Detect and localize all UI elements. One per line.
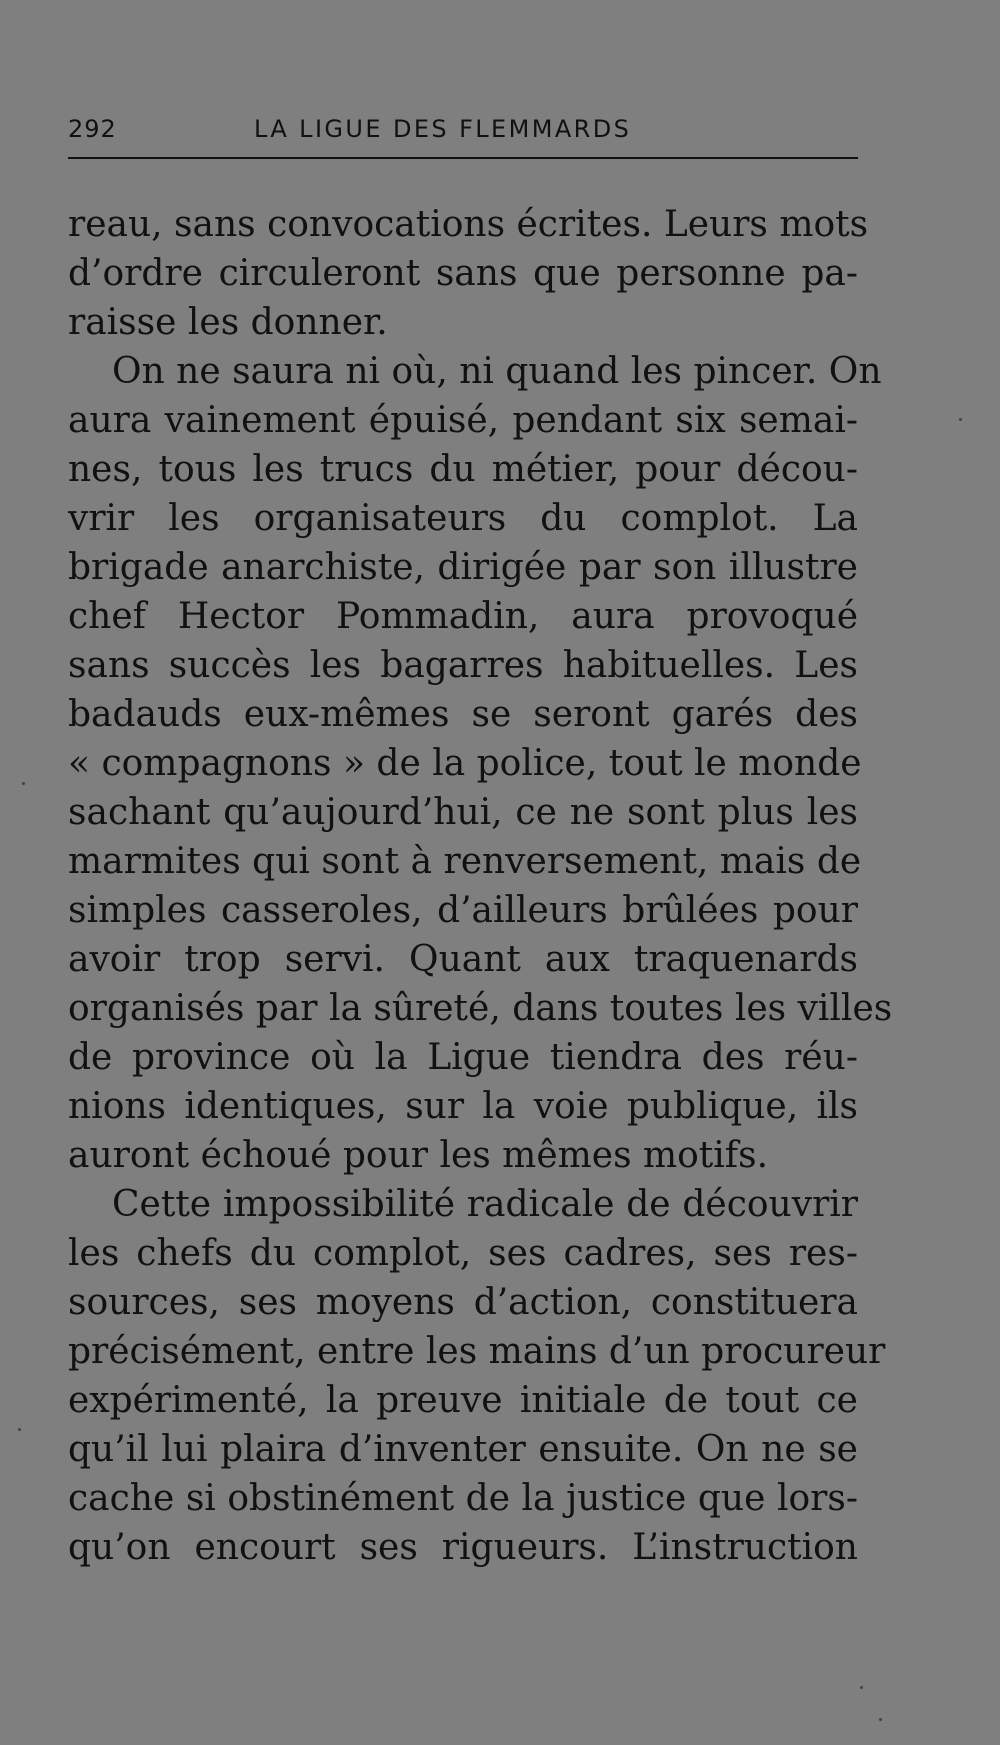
text-line: qu’on encourt ses rigueurs. L’instruction [68,1527,858,1568]
page-header [68,108,858,150]
text-line: auront échoué pour les mêmes motifs. [68,1135,769,1176]
body-text [68,200,893,1572]
text-line: « compagnons » de la police, tout le monde [68,743,862,784]
text-line: chef Hector Pommadin, aura provoqué [68,596,858,637]
paragraph-3 [68,1180,886,1572]
page-number: 292 [68,115,117,143]
running-title: LA LIGUE DES FLEMMARDS [254,115,632,143]
text-line: de province où la Ligue tiendra des réu- [68,1037,858,1078]
text-line: nes, tous les trucs du métier, pour décou- [68,449,858,490]
text-line: vrir les organisateurs du complot. La [68,498,858,539]
text-line: marmites qui sont à renversement, mais de [68,841,862,882]
text-line: qu’il lui plaira d’inventer ensuite. On ne se [68,1429,858,1470]
text-line: On ne saura ni où, ni quand les pincer. On [112,351,882,392]
scan-speck [18,1428,21,1431]
text-line: reau, sans convocations écrites. Leurs mots [68,204,869,245]
paragraph-1 [68,200,869,347]
text-line: raisse les donner. [68,302,388,343]
text-line: nions identiques, sur la voie publique, ils [68,1086,858,1127]
text-line: expérimenté, la preuve initiale de tout ce [68,1380,858,1421]
text-line: Cette impossibilité radicale de découvrir [112,1184,858,1225]
text-line: d’ordre circuleront sans que personne pa- [68,253,858,294]
text-line: cache si obstinément de la justice que lors- [68,1478,858,1519]
text-line: sachant qu’aujourd’hui, ce ne sont plus les [68,792,858,833]
scan-speck [860,1686,863,1689]
scan-speck [959,418,962,421]
paragraph-2 [68,347,893,1180]
header-rule [68,157,858,159]
text-line: sans succès les bagarres habituelles. Les [68,645,858,686]
text-line: brigade anarchiste, dirigée par son illustre [68,547,858,588]
text-line: organisés par la sûreté, dans toutes les villes [68,988,893,1029]
text-line: aura vainement épuisé, pendant six semai- [68,400,858,441]
text-line: sources, ses moyens d’action, constituera [68,1282,858,1323]
text-line: avoir trop servi. Quant aux traquenards [68,939,858,980]
scan-speck [879,1718,882,1721]
text-line: badauds eux-mêmes se seront garés des [68,694,858,735]
text-line: précisément, entre les mains d’un procureur [68,1331,886,1372]
scan-speck [22,782,25,785]
text-line: les chefs du complot, ses cadres, ses res- [68,1233,858,1274]
text-line: simples casseroles, d’ailleurs brûlées pour [68,890,858,931]
